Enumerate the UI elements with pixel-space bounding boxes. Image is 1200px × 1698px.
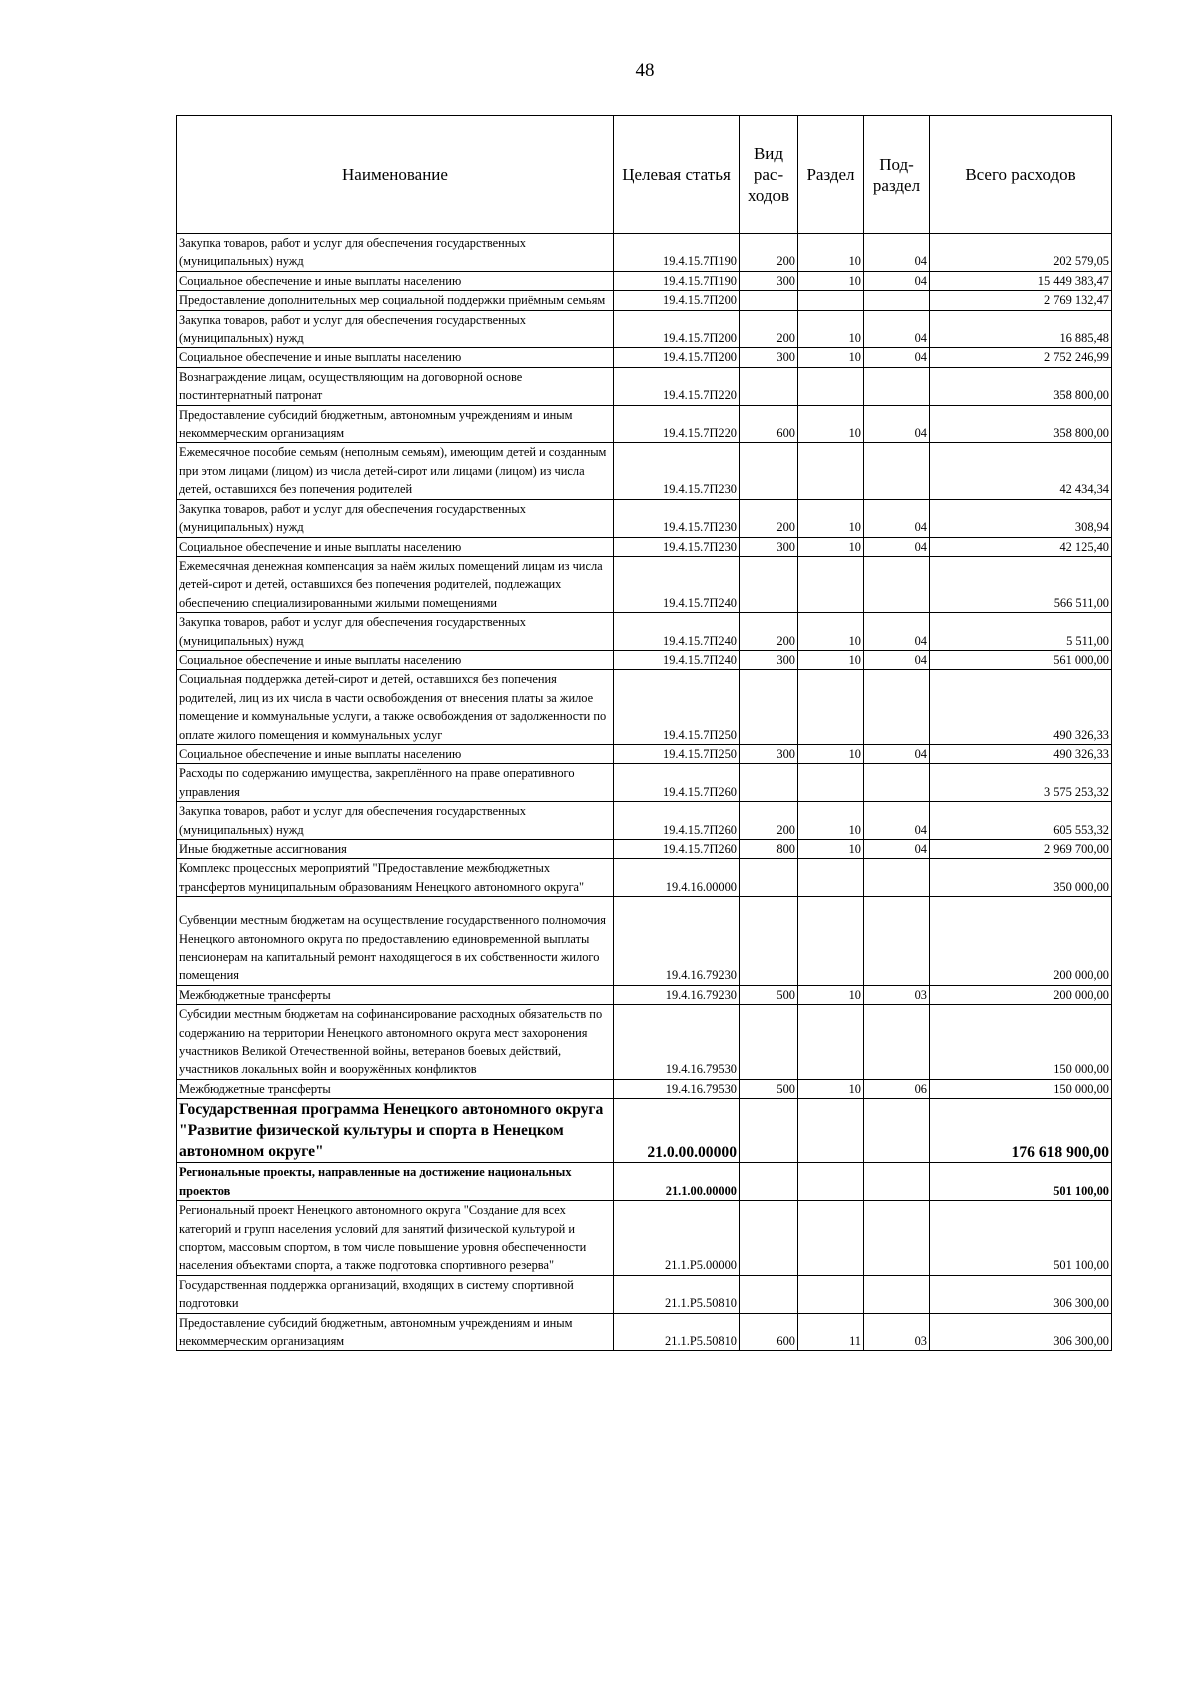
row-total: 306 300,00 [930,1313,1112,1351]
row-name: Межбюджетные трансферты [177,985,614,1004]
row-name: Предоставление субсидий бюджетным, автономным учреждениям и иным некоммерческим организациям [177,1313,614,1351]
row-target: 19.4.15.7П260 [614,802,740,840]
row-type: 200 [740,310,798,348]
table-row [177,405,1112,443]
row-type [740,1005,798,1080]
row-type: 500 [740,985,798,1004]
row-subsection: 04 [864,310,930,348]
row-total: 566 511,00 [930,556,1112,612]
row-total: 150 000,00 [930,1079,1112,1098]
row-section [798,670,864,745]
row-total: 358 800,00 [930,405,1112,443]
row-section: 10 [798,802,864,840]
row-name: Социальное обеспечение и иные выплаты населению [177,348,614,367]
row-total: 350 000,00 [930,859,1112,897]
row-total: 490 326,33 [930,744,1112,763]
row-name: Вознаграждение лицам, осуществляющим на договорной основе постинтернатный патронат [177,367,614,405]
row-subsection: 04 [864,744,930,763]
row-subsection: 03 [864,985,930,1004]
row-target: 19.4.15.7П190 [614,234,740,272]
row-total: 16 885,48 [930,310,1112,348]
row-subsection: 04 [864,348,930,367]
row-target: 19.4.16.00000 [614,859,740,897]
row-section [798,443,864,499]
row-section [798,897,864,986]
row-target: 19.4.15.7П230 [614,443,740,499]
row-target: 19.4.16.79230 [614,897,740,986]
row-section: 10 [798,537,864,556]
header-target: Целевая статья [614,116,740,234]
row-target: 19.4.15.7П220 [614,367,740,405]
row-target: 19.4.15.7П200 [614,310,740,348]
table-row [177,1275,1112,1313]
row-subsection [864,1163,930,1201]
row-type: 200 [740,802,798,840]
row-section [798,1275,864,1313]
row-target: 21.1.P5.00000 [614,1201,740,1276]
row-total: 176 618 900,00 [930,1099,1112,1163]
row-total: 605 553,32 [930,802,1112,840]
row-type [740,670,798,745]
row-target: 21.0.00.00000 [614,1099,740,1163]
row-target: 19.4.15.7П250 [614,744,740,763]
table-row [177,310,1112,348]
row-total: 306 300,00 [930,1275,1112,1313]
table-header-row [177,116,1112,234]
row-total: 501 100,00 [930,1163,1112,1201]
row-section [798,1005,864,1080]
table-row [177,802,1112,840]
row-subsection [864,1099,930,1163]
row-target: 19.4.15.7П240 [614,650,740,669]
table-row [177,897,1112,986]
row-section: 10 [798,650,864,669]
row-total: 202 579,05 [930,234,1112,272]
row-type [740,859,798,897]
row-name: Социальное обеспечение и иные выплаты населению [177,537,614,556]
row-name: Социальная поддержка детей-сирот и детей, оставшихся без попечения родителей, лиц из их числа в части освобождения от внесения платы за жилое помещение и коммунальные услуги, а также освобождения от задолженности по оплате жилого помещения и коммунальных услуг [177,670,614,745]
row-total: 15 449 383,47 [930,271,1112,290]
row-name: Закупка товаров, работ и услуг для обеспечения государственных (муниципальных) нужд [177,613,614,651]
row-total: 5 511,00 [930,613,1112,651]
row-subsection: 04 [864,613,930,651]
row-name: Ежемесячная денежная компенсация за наём жилых помещений лицам из числа детей-сирот и детей, оставшихся без попечения родителей, подлежащих обеспечению специализированными жилыми помещениями [177,556,614,612]
row-type: 300 [740,271,798,290]
row-type [740,1201,798,1276]
row-type [740,897,798,986]
row-target: 19.4.15.7П250 [614,670,740,745]
row-section: 10 [798,310,864,348]
row-type: 300 [740,650,798,669]
row-name: Закупка товаров, работ и услуг для обеспечения государственных (муниципальных) нужд [177,499,614,537]
table-row [177,271,1112,290]
row-type [740,1099,798,1163]
row-subsection [864,670,930,745]
row-subsection: 04 [864,650,930,669]
row-type: 200 [740,234,798,272]
row-name: Региональный проект Ненецкого автономного округа "Создание для всех категорий и групп населения условий для занятий физической культурой и спортом, массовым спортом, в том числе повышение уровня обеспеченности населения объектами спорта, а также подготовка спортивного резерва" [177,1201,614,1276]
table-row [177,1005,1112,1080]
row-type: 600 [740,405,798,443]
row-name: Социальное обеспечение и иные выплаты населению [177,744,614,763]
table-row [177,764,1112,802]
row-target: 19.4.15.7П230 [614,499,740,537]
row-subsection [864,897,930,986]
row-section [798,367,864,405]
row-total: 2 769 132,47 [930,291,1112,310]
row-subsection [864,764,930,802]
row-section: 11 [798,1313,864,1351]
row-type [740,1163,798,1201]
row-name: Субвенции местным бюджетам на осуществление государственного полномочия Ненецкого автономного округа по предоставлению единовременной выплаты пенсионерам на капитальный ремонт находящегося в их собственности жилого помещения [177,897,614,986]
row-section: 10 [798,613,864,651]
row-target: 19.4.15.7П190 [614,271,740,290]
row-total: 308,94 [930,499,1112,537]
row-name: Предоставление дополнительных мер социальной поддержки приёмным семьям [177,291,614,310]
row-subsection: 04 [864,234,930,272]
row-name: Государственная поддержка организаций, входящих в систему спортивной подготовки [177,1275,614,1313]
row-section: 10 [798,744,864,763]
row-type [740,443,798,499]
row-type: 200 [740,499,798,537]
table-row [177,537,1112,556]
row-target: 19.4.15.7П220 [614,405,740,443]
row-name: Межбюджетные трансферты [177,1079,614,1098]
table-body [177,234,1112,1351]
row-type: 300 [740,744,798,763]
row-subsection [864,556,930,612]
row-subsection [864,367,930,405]
row-target: 21.1.P5.50810 [614,1313,740,1351]
row-total: 490 326,33 [930,670,1112,745]
row-section [798,764,864,802]
row-target: 19.4.15.7П260 [614,840,740,859]
row-target: 19.4.15.7П240 [614,613,740,651]
row-section [798,1201,864,1276]
row-name: Ежемесячное пособие семьям (неполным семьям), имеющим детей и созданным при этом лицами (лицом) из числа детей-сирот или лицами (лицом) из числа детей, оставшихся без попечения родителей [177,443,614,499]
budget-table [176,115,1112,1351]
table-row [177,1201,1112,1276]
row-name: Иные бюджетные ассигнования [177,840,614,859]
row-type: 600 [740,1313,798,1351]
row-type: 200 [740,613,798,651]
row-total: 501 100,00 [930,1201,1112,1276]
table-row [177,1313,1112,1351]
row-subsection [864,1201,930,1276]
header-name: Наименование [177,116,614,234]
row-subsection [864,859,930,897]
row-section [798,859,864,897]
row-section: 10 [798,348,864,367]
row-target: 19.4.16.79530 [614,1079,740,1098]
row-subsection [864,291,930,310]
row-section: 10 [798,840,864,859]
row-type [740,764,798,802]
row-name: Закупка товаров, работ и услуг для обеспечения государственных (муниципальных) нужд [177,802,614,840]
row-name: Субсидии местным бюджетам на софинансирование расходных обязательств по содержанию на территории Ненецкого автономного округа мест захоронения участников Великой Отечественной войны, ветеранов боевых действий, участников локальных войн и вооружённых конфликтов [177,1005,614,1080]
row-type [740,367,798,405]
row-target: 19.4.15.7П240 [614,556,740,612]
row-type: 300 [740,348,798,367]
row-target: 19.4.16.79530 [614,1005,740,1080]
table-row [177,840,1112,859]
row-name: Социальное обеспечение и иные выплаты населению [177,271,614,290]
row-name: Государственная программа Ненецкого автономного округа "Развитие физической культуры и спорта в Ненецком автономном округе" [177,1099,614,1163]
row-target: 19.4.15.7П200 [614,348,740,367]
row-target: 19.4.15.7П230 [614,537,740,556]
row-total: 2 752 246,99 [930,348,1112,367]
row-subsection: 04 [864,405,930,443]
table-row [177,985,1112,1004]
row-type [740,556,798,612]
row-total: 2 969 700,00 [930,840,1112,859]
table-row [177,348,1112,367]
table-row [177,670,1112,745]
table-row [177,613,1112,651]
row-subsection: 04 [864,840,930,859]
row-subsection: 03 [864,1313,930,1351]
row-subsection: 04 [864,271,930,290]
table-row [177,367,1112,405]
row-target: 19.4.15.7П260 [614,764,740,802]
row-section: 10 [798,1079,864,1098]
row-subsection: 04 [864,537,930,556]
row-type: 300 [740,537,798,556]
table-row [177,1163,1112,1201]
row-total: 42 434,34 [930,443,1112,499]
row-subsection [864,1275,930,1313]
row-total: 150 000,00 [930,1005,1112,1080]
row-total: 42 125,40 [930,537,1112,556]
row-subsection [864,1005,930,1080]
row-target: 21.1.00.00000 [614,1163,740,1201]
header-subsection: Под-раздел [864,116,930,234]
table-row [177,499,1112,537]
row-type [740,1275,798,1313]
header-type: Вид рас-ходов [740,116,798,234]
row-name: Региональные проекты, направленные на достижение национальных проектов [177,1163,614,1201]
row-total: 200 000,00 [930,897,1112,986]
row-name: Комплекс процессных мероприятий "Предоставление межбюджетных трансфертов муниципальным образованиям Ненецкого автономного округа" [177,859,614,897]
row-subsection: 06 [864,1079,930,1098]
table-row [177,650,1112,669]
table-row [177,744,1112,763]
row-section: 10 [798,271,864,290]
row-name: Социальное обеспечение и иные выплаты населению [177,650,614,669]
row-total: 358 800,00 [930,367,1112,405]
row-name: Закупка товаров, работ и услуг для обеспечения государственных (муниципальных) нужд [177,234,614,272]
row-subsection: 04 [864,802,930,840]
row-section: 10 [798,499,864,537]
row-subsection: 04 [864,499,930,537]
page-number: 48 [635,60,655,81]
row-name: Закупка товаров, работ и услуг для обеспечения государственных (муниципальных) нужд [177,310,614,348]
row-section: 10 [798,234,864,272]
table-row [177,234,1112,272]
row-section: 10 [798,985,864,1004]
row-section [798,291,864,310]
row-name: Расходы по содержанию имущества, закреплённого на праве оперативного управления [177,764,614,802]
row-type: 800 [740,840,798,859]
row-total: 561 000,00 [930,650,1112,669]
table-row [177,556,1112,612]
table-row [177,443,1112,499]
row-total: 200 000,00 [930,985,1112,1004]
header-section: Раздел [798,116,864,234]
header-total: Всего расходов [930,116,1112,234]
row-target: 19.4.16.79230 [614,985,740,1004]
table-row [177,291,1112,310]
row-name: Предоставление субсидий бюджетным, автономным учреждениям и иным некоммерческим организациям [177,405,614,443]
row-section [798,1163,864,1201]
row-target: 21.1.P5.50810 [614,1275,740,1313]
row-section [798,1099,864,1163]
row-type: 500 [740,1079,798,1098]
row-target: 19.4.15.7П200 [614,291,740,310]
table-row [177,1099,1112,1163]
row-total: 3 575 253,32 [930,764,1112,802]
row-subsection [864,443,930,499]
table-row [177,859,1112,897]
row-type [740,291,798,310]
table-row [177,1079,1112,1098]
row-section [798,556,864,612]
row-section: 10 [798,405,864,443]
